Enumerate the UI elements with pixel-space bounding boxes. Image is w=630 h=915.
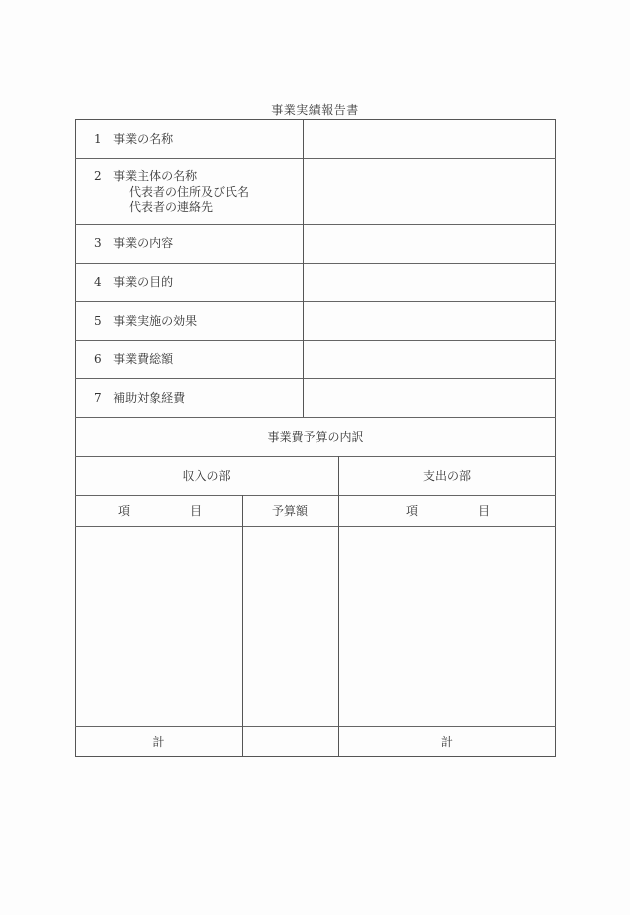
- item-3-value[interactable]: [304, 225, 555, 263]
- income-total-value[interactable]: [243, 727, 338, 756]
- item-7-label: 7 補助対象経費: [94, 391, 186, 405]
- item-2-sub2: 代表者の連絡先: [129, 200, 214, 214]
- row-divider: [75, 456, 556, 457]
- item-1-value[interactable]: [304, 120, 555, 158]
- budget-heading: 事業費予算の内訳: [267, 430, 364, 444]
- income-items-area[interactable]: [76, 527, 242, 726]
- item-5-label: 5 事業実施の効果: [94, 314, 198, 328]
- expense-total-label: 計: [440, 735, 453, 749]
- item-2-label: 2 事業主体の名称: [94, 169, 198, 183]
- item-1-label: 1 事業の名称: [94, 132, 174, 146]
- item-6-label: 6 事業費総額: [94, 352, 174, 366]
- item-2-value[interactable]: [304, 159, 555, 224]
- expense-item-col-a: 項: [406, 504, 419, 518]
- item-7-value[interactable]: [304, 379, 555, 417]
- income-section-header: 収入の部: [182, 469, 231, 483]
- income-item-col-b: 目: [190, 504, 203, 518]
- item-6-value[interactable]: [304, 341, 555, 378]
- document-title: 事業実績報告書: [271, 103, 359, 117]
- item-4-value[interactable]: [304, 264, 555, 301]
- item-3-label: 3 事業の内容: [94, 236, 174, 250]
- item-4-label: 4 事業の目的: [94, 275, 174, 289]
- row-divider: [75, 417, 556, 418]
- item-2-sub1: 代表者の住所及び氏名: [129, 185, 250, 199]
- expense-items-area[interactable]: [339, 527, 555, 726]
- income-amount-col: 予算額: [271, 504, 308, 518]
- income-total-label: 計: [152, 735, 165, 749]
- expense-item-col-b: 目: [478, 504, 491, 518]
- income-amounts-area[interactable]: [243, 527, 338, 726]
- row-divider: [75, 495, 556, 496]
- expense-section-header: 支出の部: [422, 469, 471, 483]
- income-item-col-a: 項: [118, 504, 131, 518]
- item-5-value[interactable]: [304, 302, 555, 340]
